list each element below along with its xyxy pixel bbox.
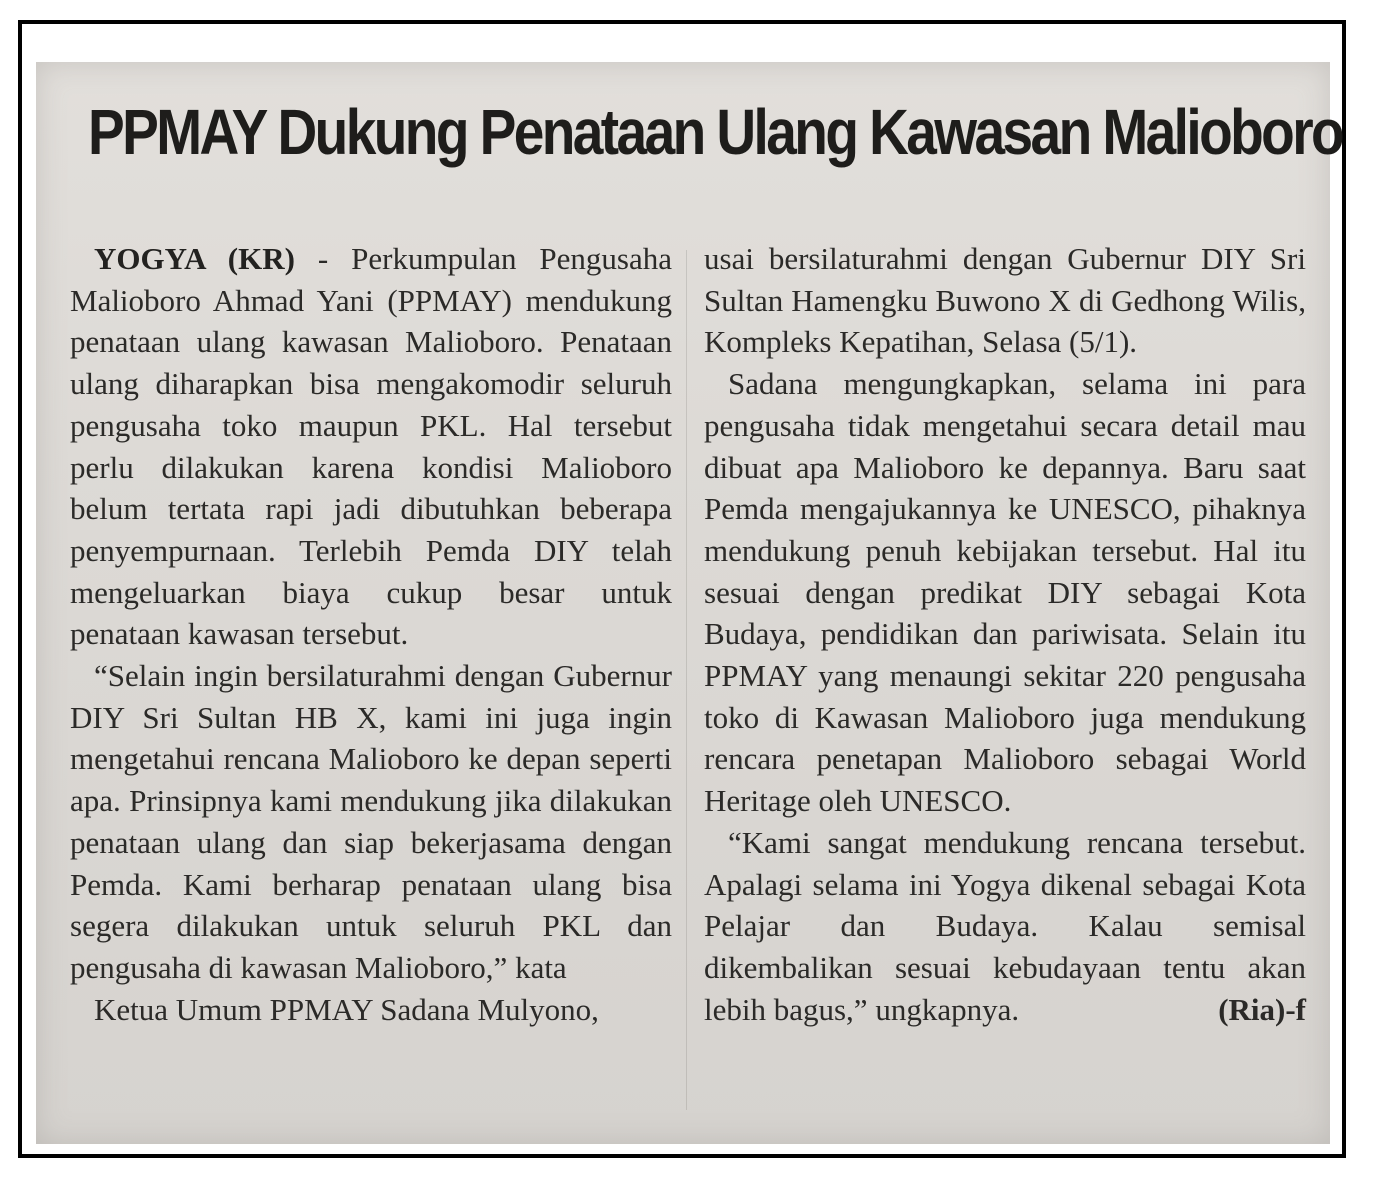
article-column-left bbox=[70, 238, 672, 1030]
article-column-right bbox=[704, 238, 1306, 1030]
article-paragraph-text: - Perkumpulan Pengusaha Malioboro Ahmad Yani (PPMAY) mendukung penataan ulang kawasan Malioboro. Penataan ulang diharapkan bisa mengakomodir seluruh pengusaha toko maupun PKL. Hal tersebut perlu dilakukan karena kondisi Malioboro belum tertata rapi jadi dibutuhkan beberapa penyempurnaan. Terlebih Pemda DIY telah mengeluarkan biaya cukup besar untuk penataan kawasan tersebut. bbox=[70, 241, 672, 652]
article-paragraph-text: “Kami sangat mendukung rencana tersebut. Apalagi selama ini Yogya dikenal sebagai Kota Pelajar dan Budaya. Kalau semisal dikembalikan sesuai kebudayaan tentu akan lebih bagus,” ungkapnya. bbox=[704, 824, 1306, 1027]
article-paragraph: Sadana mengungkapkan, selama ini para pengusaha tidak mengetahui secara detail mau dibuat apa Malioboro ke depannya. Baru saat Pemda mengajukannya ke UNESCO, pihaknya mendukung penuh kebijakan tersebut. Hal itu sesuai dengan predikat DIY sebagai Kota Budaya, pendidikan dan pariwisata. Selain itu PPMAY yang menaungi sekitar 220 pengusaha toko di Kawasan Malioboro juga mendukung rencara penetapan Malioboro sebagai World Heritage oleh UNESCO. bbox=[704, 366, 1306, 819]
column-divider bbox=[686, 250, 687, 1110]
article-paragraph: Ketua Umum PPMAY Sadana Mulyono, bbox=[94, 991, 599, 1027]
article-paragraph bbox=[70, 238, 672, 655]
article-dateline: YOGYA (KR) bbox=[94, 241, 295, 276]
article-byline: (Ria)-f bbox=[1218, 991, 1306, 1027]
article-paragraph bbox=[704, 822, 1306, 1031]
article-headline: PPMAY Dukung Penataan Ulang Kawasan Malioboro bbox=[88, 96, 1343, 168]
article-paragraph: “Selain ingin bersilaturahmi dengan Gubernur DIY Sri Sultan HB X, kami ini juga ingin mengetahui rencana Malioboro ke depan seperti apa. Prinsipnya kami mendukung jika dilakukan penataan ulang dan siap bekerjasama dengan Pemda. Kami berharap penataan ulang bisa segera dilakukan untuk seluruh PKL dan pengusaha di kawasan Malioboro,” kata bbox=[70, 658, 672, 985]
article-paragraph: usai bersilaturahmi dengan Gubernur DIY Sri Sultan Hamengku Buwono X di Gedhong Wilis, Kompleks Kepatihan, Selasa (5/1). bbox=[704, 241, 1306, 360]
